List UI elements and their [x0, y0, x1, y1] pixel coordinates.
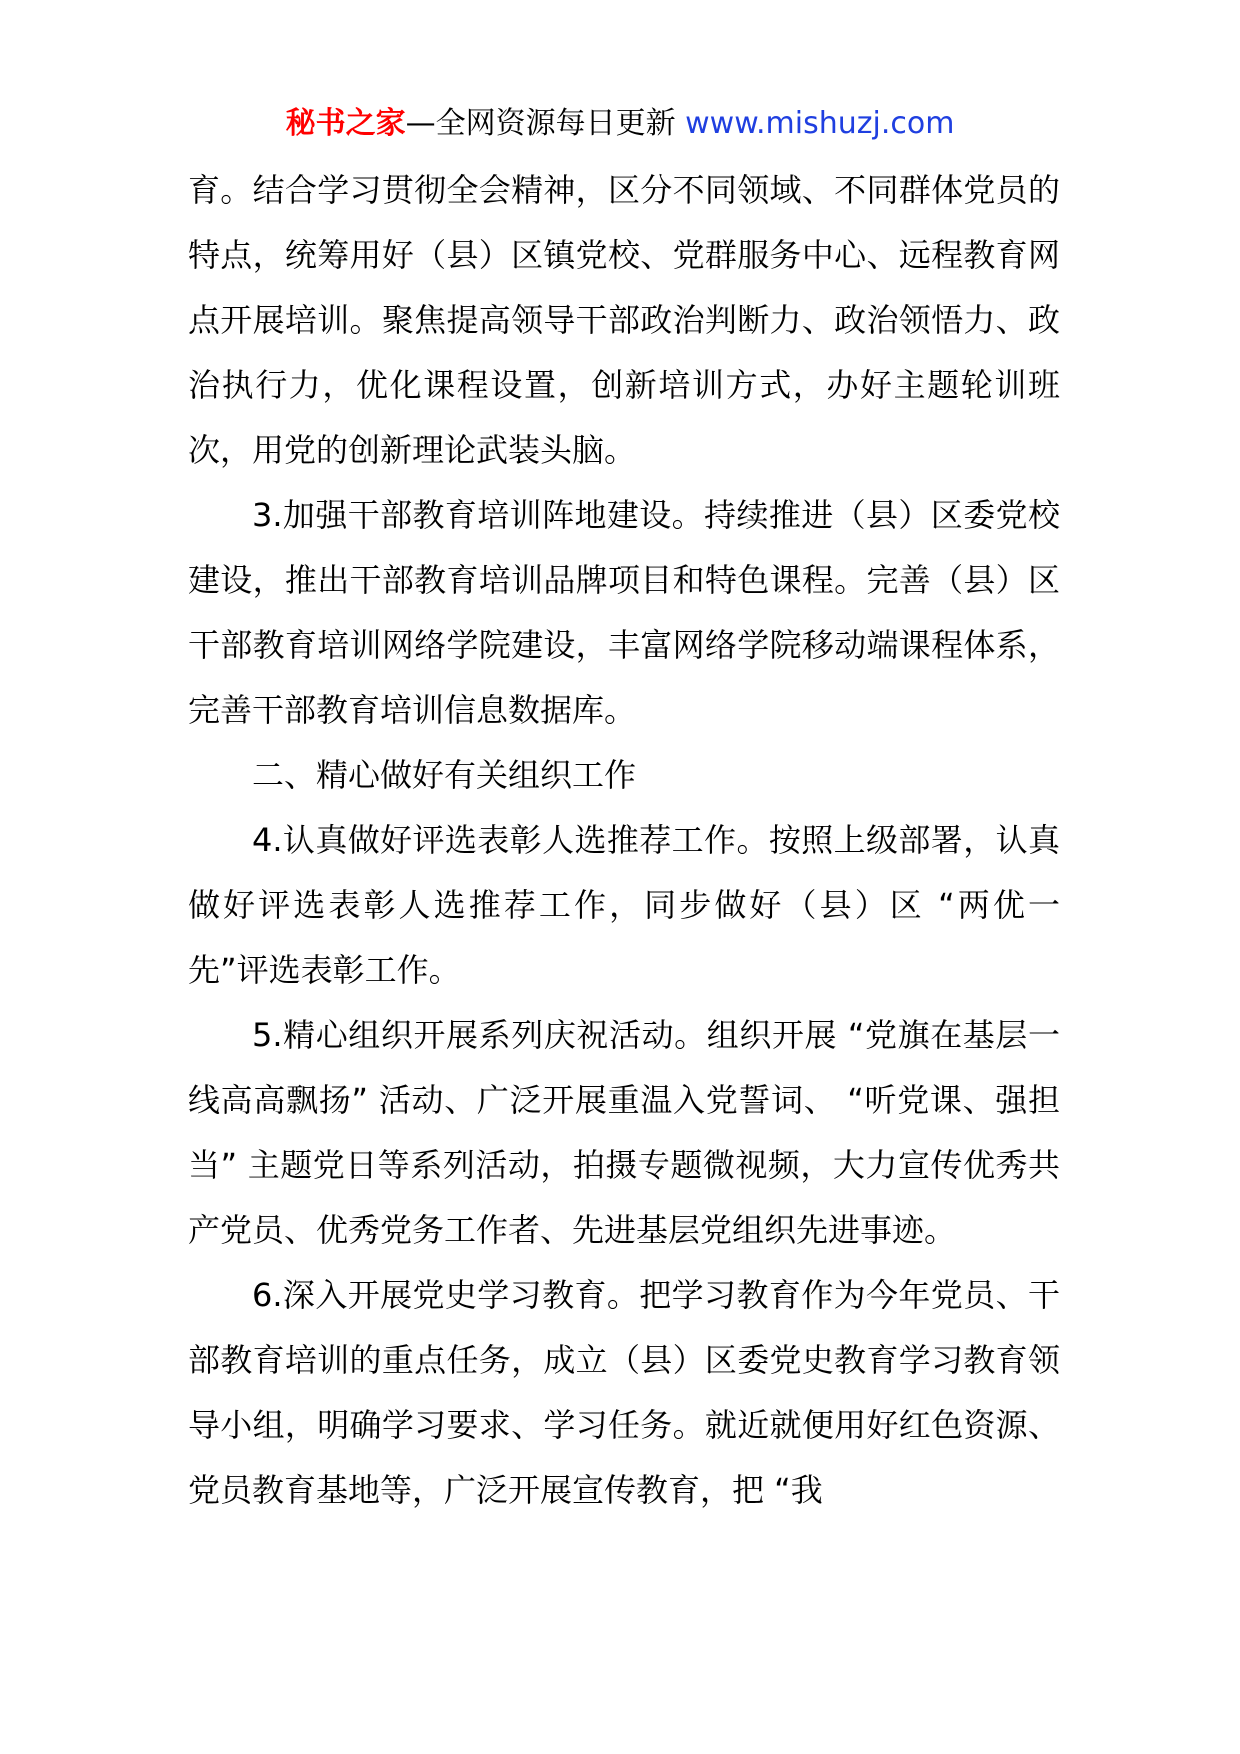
paragraph-continued: 育。结合学习贯彻全会精神，区分不同领域、不同群体党员的特点，统筹用好（县）区镇党校、党群服务中心、远程教育网点开展培训。聚焦提高领导干部政治判断力、政治领悟力、政治执行力，优化课程设置，创新培训方式，办好主题轮训班次，用党的创新理论武装头脑。: [188, 171, 1060, 469]
site-url-link[interactable]: www.mishuzj.com: [685, 106, 955, 141]
document-body: [188, 158, 1060, 1523]
paragraph-item-4: 4.认真做好评选表彰人选推荐工作。按照上级部署，认真做好评选表彰人选推荐工作，同步做好（县）区 “两优一先”评选表彰工作。: [188, 821, 1060, 989]
header-tagline: —全网资源每日更新: [405, 106, 686, 141]
paragraph-item-6: 6.深入开展党史学习教育。把学习教育作为今年党员、干部教育培训的重点任务，成立（县）区委党史教育学习教育领导小组，明确学习要求、学习任务。就近就便用好红色资源、党员教育基地等，广泛开展宣传教育，把 “我: [188, 1276, 1060, 1509]
paragraph-item-5: 5.精心组织开展系列庆祝活动。组织开展 “党旗在基层一线高高飘扬” 活动、广泛开展重温入党誓词、 “听党课、强担当” 主题党日等系列活动，拍摄专题微视频，大力宣传优秀共产党员、优秀党务工作者、先进基层党组织先进事迹。: [188, 1016, 1060, 1249]
brand-name: 秘书之家: [285, 106, 406, 141]
page-header: [0, 104, 1240, 144]
section-heading-2: 二、精心做好有关组织工作: [252, 756, 637, 794]
paragraph-item-3: 3.加强干部教育培训阵地建设。持续推进（县）区委党校建设，推出干部教育培训品牌项目和特色课程。完善（县）区干部教育培训网络学院建设，丰富网络学院移动端课程体系，完善干部教育培训信息数据库。: [188, 496, 1060, 729]
